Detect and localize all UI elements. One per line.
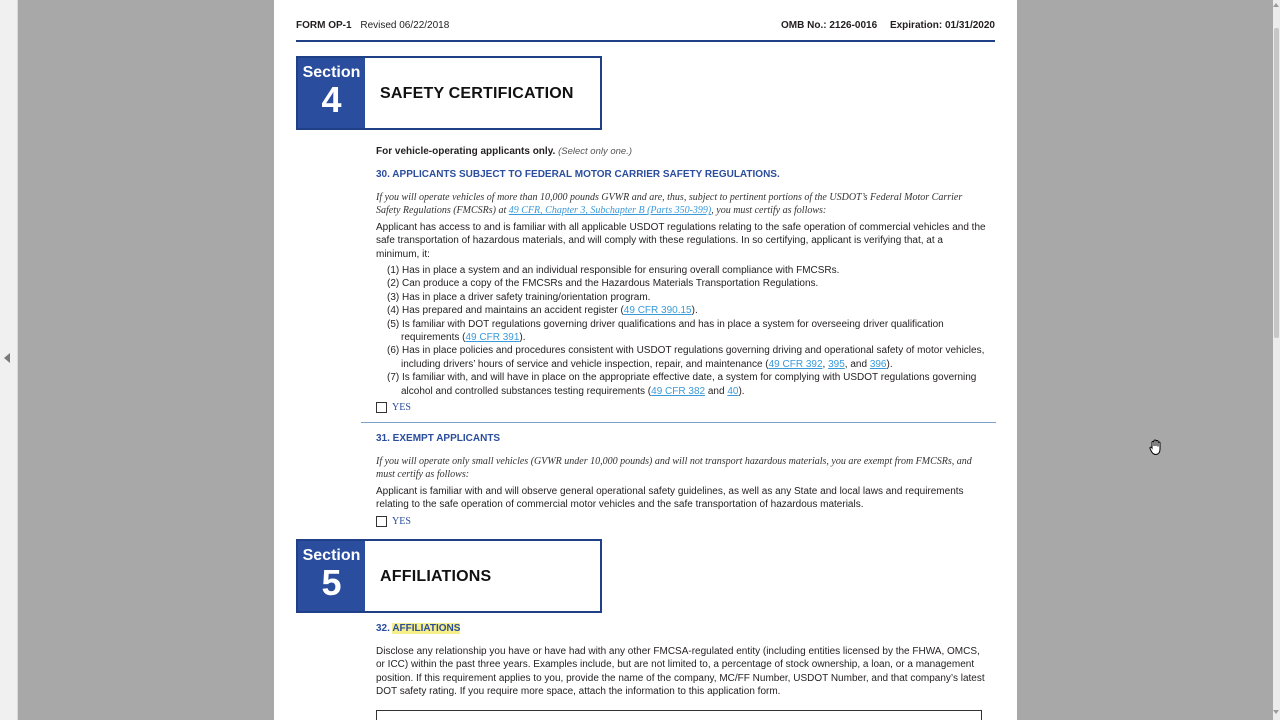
list-item-end: ). xyxy=(738,385,745,397)
cfr-395-link[interactable]: 395 xyxy=(828,358,845,370)
scrollbar-thumb[interactable] xyxy=(1274,28,1279,338)
affiliations-input[interactable] xyxy=(376,710,982,720)
list-item-end: ). xyxy=(519,332,526,344)
q32-heading xyxy=(376,622,986,635)
section-4-banner xyxy=(296,56,602,130)
section-label: Section xyxy=(302,64,361,81)
section-5-banner xyxy=(296,539,602,613)
q31-yes-label: YES xyxy=(392,516,411,527)
list-item xyxy=(376,344,986,371)
q32-body: Disclose any relationship you have or have had with any other FMCSA-regulated entity (including entities licensed by the FHWA, OMCS, or ICC) within the past three years. Examples include, but are not limited to, a percentage of stock ownership, a loan, or a management position. If this requirement applies to you, provide the name of the company, MC/FF Number, USDOT Number, and that company’s latest DOT safety rating. If you require more space, attach the information to this application form. xyxy=(376,646,985,698)
q31-heading: 31. EXEMPT APPLICANTS xyxy=(376,433,501,444)
q30-requirements-list xyxy=(376,264,986,398)
section-5-title: AFFILIATIONS xyxy=(380,568,492,585)
section-divider xyxy=(361,422,996,423)
q30-instructions xyxy=(376,191,986,218)
left-panel-strip xyxy=(0,0,18,720)
omb-info xyxy=(781,20,995,31)
list-item-sep: , and xyxy=(844,358,870,370)
cfr-382-link[interactable]: 49 CFR 382 xyxy=(651,385,706,397)
list-item: (1) Has in place a system and an individual responsible for ensuring overall compliance with FMCSRs. xyxy=(387,265,840,276)
section-5-tab xyxy=(298,541,365,611)
chevron-left-icon[interactable] xyxy=(4,353,10,363)
q30-body: Applicant has access to and is familiar with all applicable USDOT regulations relating to the safe operation of commercial vehicles and the safe transportation of hazardous materials, and will comply with these regulations. In so certifying, applicant is verifying that, at a minimum, it: xyxy=(376,222,986,260)
intro-hint: (Select only one.) xyxy=(558,146,633,157)
list-item xyxy=(376,371,986,398)
intro-bold: For vehicle-operating applicants only. xyxy=(376,146,556,157)
omb-number: OMB No.: 2126-0016 xyxy=(781,20,878,31)
section-number: 4 xyxy=(321,79,342,120)
q30-instructions-post: , you must certify as follows: xyxy=(711,205,827,217)
hand-grab-icon xyxy=(1148,438,1164,456)
q31-body: Applicant is familiar with and will observe general operational safety guidelines, as well as any State and local laws and requirements relating to the safe operation of commercial motor vehicles and the safe transportation of hazardous materials. xyxy=(376,486,964,511)
cfr-chapter-link[interactable]: 49 CFR, Chapter 3, Subchapter B (Parts 350-399) xyxy=(508,205,712,217)
q30-yes-checkbox[interactable] xyxy=(376,402,387,413)
q31-yes-checkbox[interactable] xyxy=(376,516,387,527)
section-4-title: SAFETY CERTIFICATION xyxy=(380,85,574,102)
cfr-392-link[interactable]: 49 CFR 392 xyxy=(768,358,823,370)
list-item-text: (6) Has in place policies and procedures consistent with USDOT regulations governing driving and operational safety of motor vehicles, including drivers’ hours of service and vehicle inspection, repair, and maintenance ( xyxy=(387,345,985,370)
vertical-scrollbar[interactable] xyxy=(1273,0,1280,720)
section-label: Section xyxy=(302,547,361,564)
section-4-tab xyxy=(298,58,365,128)
cfr-390-15-link[interactable]: 49 CFR 390.15 xyxy=(623,305,692,317)
form-header xyxy=(296,20,995,42)
list-item-sep: , xyxy=(822,358,829,370)
list-item-text: (7) Is familiar with, and will have in place on the appropriate effective date, a system for complying with USDOT regulations governing alcohol and controlled substances testing requirements ( xyxy=(387,372,977,397)
expiration-date: Expiration: 01/31/2020 xyxy=(889,20,995,31)
cfr-40-link[interactable]: 40 xyxy=(727,385,739,397)
q32-number: 32. xyxy=(376,623,393,634)
section-4-intro xyxy=(376,145,986,158)
list-item-sep: and xyxy=(705,385,728,397)
list-item: (3) Has in place a driver safety training/orientation program. xyxy=(387,291,651,303)
form-id: FORM OP-1 xyxy=(296,20,352,31)
q32-heading-highlight: AFFILIATIONS xyxy=(392,623,461,634)
q31-instructions: If you will operate only small vehicles (GVWR under 10,000 pounds) and will not transport hazardous materials, you are exempt from FMCSRs, and must certify as follows: xyxy=(376,456,972,481)
list-item-text: (5) Is familiar with DOT regulations governing driver qualifications and has in place a system for overseeing driver qualification requirements ( xyxy=(387,318,944,344)
list-item-end: ). xyxy=(691,305,698,317)
scroll-up-arrow-icon[interactable] xyxy=(1273,3,1279,7)
revised-date: Revised 06/22/2018 xyxy=(360,20,450,31)
q30-instructions-pre: If you will operate vehicles of more than 10,000 pounds GVWR and are, thus, subject to pertinent portions of the USDOT’s Federal Motor Carrier Safety Regulations (FMCSRs) at xyxy=(376,192,963,217)
cfr-396-link[interactable]: 396 xyxy=(869,358,887,370)
list-item: (2) Can produce a copy of the FMCSRs and the Hazardous Materials Transportation Regulations. xyxy=(387,278,819,290)
scroll-down-arrow-icon[interactable] xyxy=(1273,710,1279,714)
section-number: 5 xyxy=(321,562,342,603)
q31-yes-option[interactable] xyxy=(376,515,986,528)
document-page xyxy=(274,0,1017,720)
list-item-end: ). xyxy=(886,358,893,370)
q30-yes-label: YES xyxy=(392,402,411,413)
list-item-text: (4) Has prepared and maintains an accident register ( xyxy=(387,305,624,317)
cfr-391-link[interactable]: 49 CFR 391 xyxy=(465,332,520,344)
list-item xyxy=(376,318,986,345)
q30-yes-option[interactable] xyxy=(376,401,986,414)
list-item xyxy=(376,304,986,317)
q30-heading: 30. APPLICANTS SUBJECT TO FEDERAL MOTOR CARRIER SAFETY REGULATIONS. xyxy=(376,169,780,180)
